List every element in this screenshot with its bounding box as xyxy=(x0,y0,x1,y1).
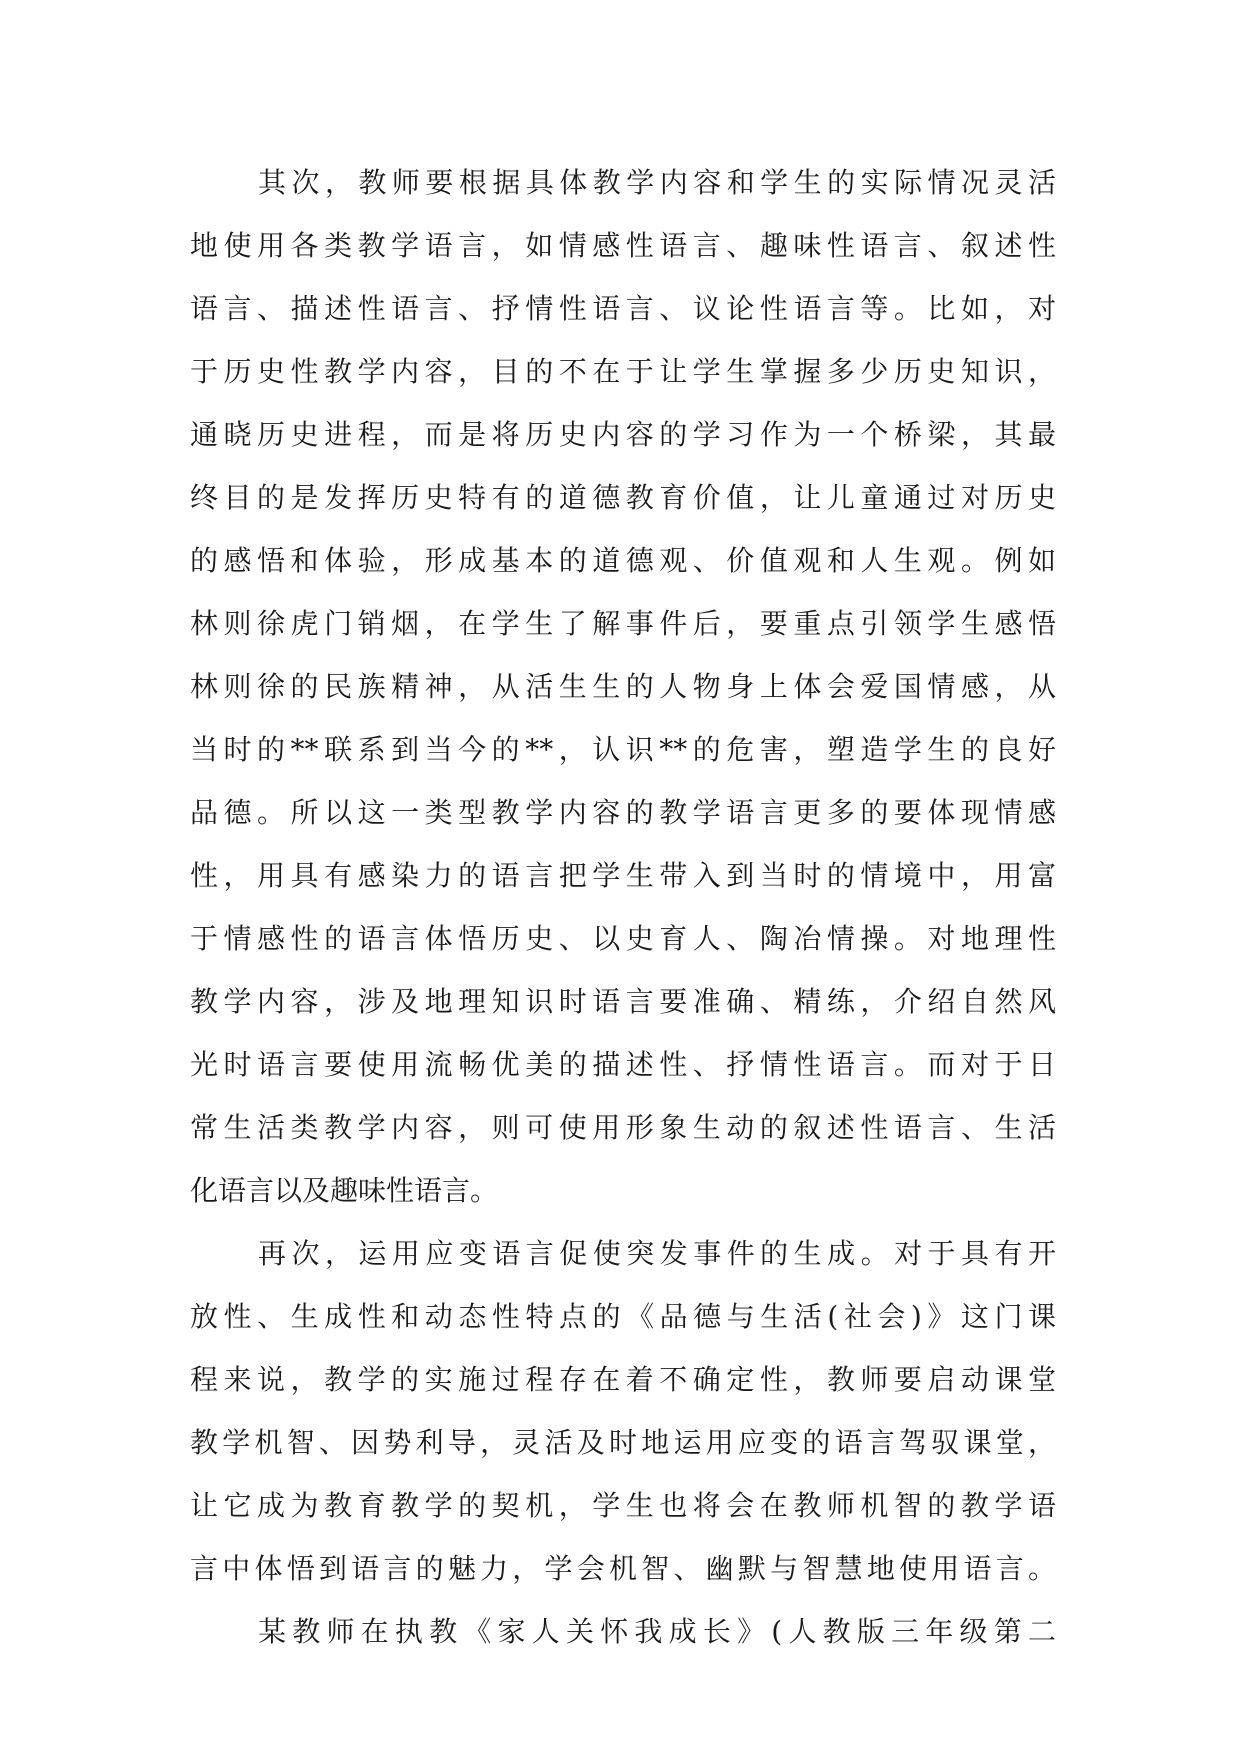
paragraph-1-line-6: 终目的是发挥历史特有的道德教育价值，让儿童通过对历史 xyxy=(190,481,1056,514)
paragraph-2-line-4: 教学机智、因势利导，灵活及时地运用应变的语言驾驭课堂， xyxy=(190,1426,1056,1459)
paragraph-1-line-3: 语言、描述性语言、抒情性语言、议论性语言等。比如，对 xyxy=(190,292,1056,325)
paragraph-2-line-1: 再次，运用应变语言促使突发事件的生成。对于具有开 xyxy=(258,1237,1056,1270)
paragraph-1-line-7: 的感悟和体验，形成基本的道德观、价值观和人生观。例如 xyxy=(190,544,1056,577)
paragraph-1-line-2: 地使用各类教学语言，如情感性语言、趣味性语言、叙述性 xyxy=(190,229,1056,262)
paragraph-1-line-14: 教学内容，涉及地理知识时语言要准确、精练，介绍自然风 xyxy=(190,985,1056,1018)
paragraph-1-line-15: 光时语言要使用流畅优美的描述性、抒情性语言。而对于日 xyxy=(190,1048,1056,1081)
paragraph-2-line-6: 言中体悟到语言的魅力，学会机智、幽默与智慧地使用语言。 xyxy=(190,1552,1056,1585)
paragraph-1-line-5: 通晓历史进程，而是将历史内容的学习作为一个桥梁，其最 xyxy=(190,418,1056,451)
paragraph-3-line-1: 某教师在执教《家人关怀我成长》(人教版三年级第二 xyxy=(258,1615,1056,1648)
paragraph-1-line-16: 常生活类教学内容，则可使用形象生动的叙述性语言、生活 xyxy=(190,1111,1056,1144)
paragraph-1-line-10: 当时的**联系到当今的**，认识**的危害，塑造学生的良好 xyxy=(190,733,1056,766)
paragraph-2-line-2: 放性、生成性和动态性特点的《品德与生活(社会)》这门课 xyxy=(190,1300,1056,1333)
paragraph-1-line-8: 林则徐虎门销烟，在学生了解事件后，要重点引领学生感悟 xyxy=(190,607,1056,640)
paragraph-1-line-1: 其次，教师要根据具体教学内容和学生的实际情况灵活 xyxy=(258,166,1056,199)
paragraph-1-line-12: 性，用具有感染力的语言把学生带入到当时的情境中，用富 xyxy=(190,859,1056,892)
paragraph-1-line-4: 于历史性教学内容，目的不在于让学生掌握多少历史知识， xyxy=(190,355,1056,388)
paragraph-1-line-17: 化语言以及趣味性语言。 xyxy=(190,1174,499,1207)
paragraph-2-line-5: 让它成为教育教学的契机，学生也将会在教师机智的教学语 xyxy=(190,1489,1056,1522)
paragraph-1-line-11: 品德。所以这一类型教学内容的教学语言更多的要体现情感 xyxy=(190,796,1056,829)
paragraph-1-line-9: 林则徐的民族精神，从活生生的人物身上体会爱国情感，从 xyxy=(190,670,1056,703)
paragraph-1-line-13: 于情感性的语言体悟历史、以史育人、陶冶情操。对地理性 xyxy=(190,922,1056,955)
paragraph-2-line-3: 程来说，教学的实施过程存在着不确定性，教师要启动课堂 xyxy=(190,1363,1056,1396)
